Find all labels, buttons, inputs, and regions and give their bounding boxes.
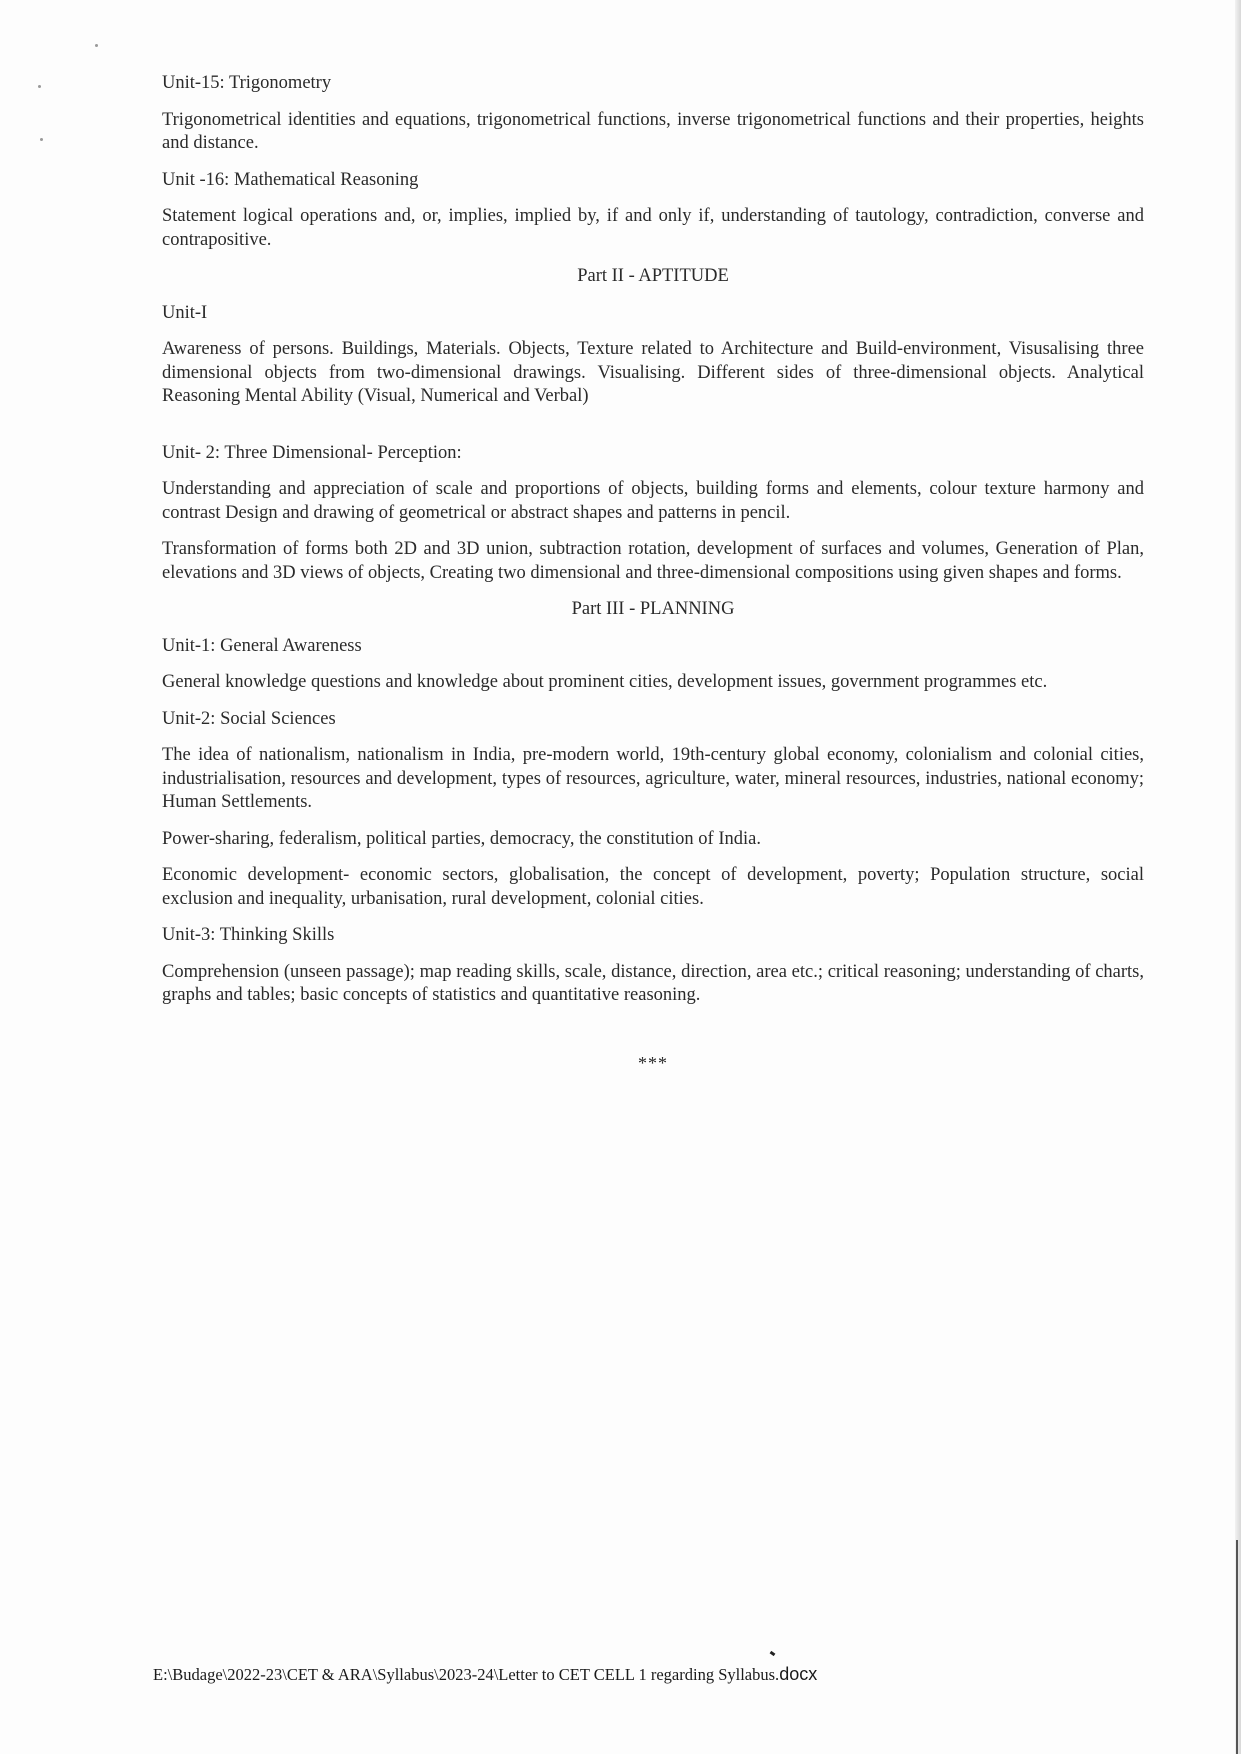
spacer <box>162 422 1144 442</box>
paragraph: Understanding and appreciation of scale and proportions of objects, building forms and elements, colour texture harmony and contrast Design and drawing of geometrical or abstract shapes and patterns in pencil. <box>162 479 1144 523</box>
unit-heading: Unit -16: Mathematical Reasoning <box>162 169 419 190</box>
unit-heading: Unit-I <box>162 302 208 323</box>
unit-heading: Unit-1: General Awareness <box>162 635 362 656</box>
unit-heading: Unit- 2: Three Dimensional- Perception: <box>162 442 462 463</box>
unit-heading: Unit-3: Thinking Skills <box>162 925 335 945</box>
unit-heading: Unit-2: Social Sciences <box>162 708 336 729</box>
paragraph: Economic development- economic sectors, globalisation, the concept of development, poverty; Population structure, social exclusion and inequality, urbanisation, rural development, colonial cities. <box>162 865 1144 909</box>
paragraph: The idea of nationalism, nationalism in India, pre-modern world, 19th-century global economy, colonialism and colonial cities, industrialisation, resources and development, types of resources, agriculture, water, mineral resources, industries, national economy; Human Settlements. <box>162 745 1144 812</box>
scan-speck <box>38 85 41 88</box>
part-heading: Part II - APTITUDE <box>577 266 729 286</box>
paragraph: Power-sharing, federalism, political parties, democracy, the constitution of India. <box>162 828 761 849</box>
footer-path-text: E:\Budage\2022-23\CET & ARA\Syllabus\2023-24\Letter to CET CELL 1 regarding Syllabus. <box>153 1665 780 1684</box>
unit-heading: Unit-15: Trigonometry <box>162 73 332 93</box>
end-mark: *** <box>638 1052 668 1073</box>
paragraph: Awareness of persons. Buildings, Materials. Objects, Texture related to Architecture and Build-environment, Visusalising three dimensional objects from two-dimensional drawings. Visualising. Different sides of three-dimensional objects. Analytical Reasoning Mental Ability (Visual, Numerical and Verbal) <box>162 339 1144 406</box>
page-edge-shadow <box>1235 0 1241 1754</box>
footer-file-path <box>153 1664 817 1685</box>
paragraph: Comprehension (unseen passage); map reading skills, scale, distance, direction, area etc.; critical reasoning; understanding of charts, graphs and tables; basic concepts of statistics and quantitative reasoning. <box>162 961 1144 1005</box>
paragraph: Transformation of forms both 2D and 3D union, subtraction rotation, development of surfaces and volumes, Generation of Plan, elevations and 3D views of objects, Creating two dimensional and three-dimensional compositions using given shapes and forms. <box>162 539 1144 583</box>
document-body <box>162 72 1144 1075</box>
scan-mark <box>770 1651 776 1656</box>
paragraph: Statement logical operations and, or, implies, implied by, if and only if, understanding of tautology, contradiction, converse and contrapositive. <box>162 206 1144 250</box>
paragraph: Trigonometrical identities and equations, trigonometrical functions, inverse trigonometrical functions and their properties, heights and distance. <box>162 109 1144 153</box>
scan-speck <box>40 138 43 141</box>
part-heading: Part III - PLANNING <box>571 599 735 619</box>
footer-file-extension: docx <box>779 1664 818 1684</box>
paragraph: General knowledge questions and knowledge about prominent cities, development issues, government programmes etc. <box>162 672 1048 692</box>
scan-speck <box>95 44 98 47</box>
page-edge-line <box>1236 1540 1238 1754</box>
